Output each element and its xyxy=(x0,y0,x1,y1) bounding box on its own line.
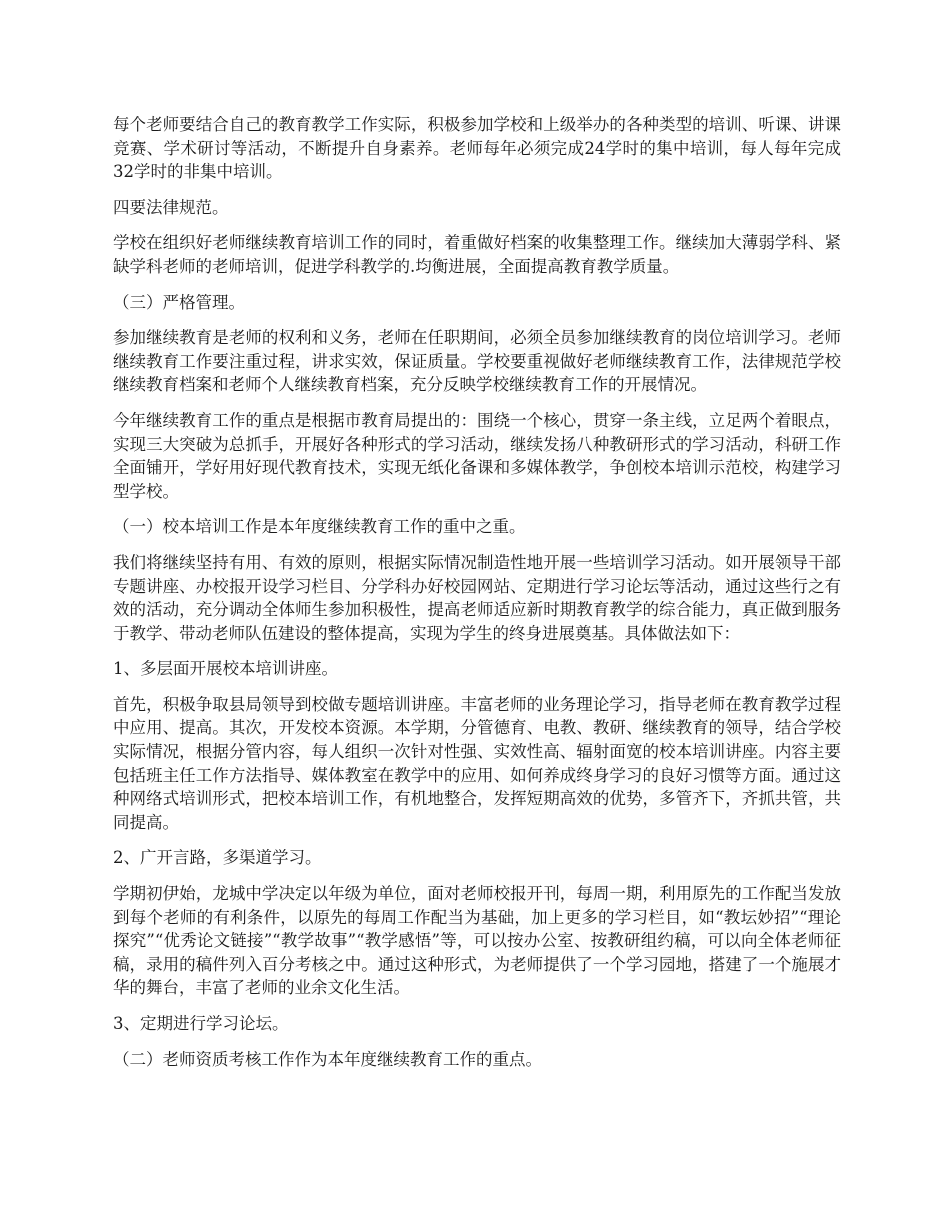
paragraph-annual-focus: 今年继续教育工作的重点是根据市教育局提出的：围绕一个核心，贯穿一条主线，立足两个着眼点，实现三大突破为总抓手，开展好各种形式的学习活动，继续发扬八种教研形式的学习活动，科研工作全面铺开，学好用好现代教育技术，实现无纸化备课和多媒体教学，争创校本培训示范校，构建学习型学校。 xyxy=(113,410,841,501)
heading-multi-channel-learning: 2、广开言路，多渠道学习。 xyxy=(113,848,322,868)
paragraph-school-newspaper: 学期初伊始，龙城中学决定以年级为单位，面对老师校报开刊，每周一期，利用原先的工作配当发放到每个老师的有利条件，以原先的每周工作配当为基础，加上更多的学习栏目，如“教坛妙招”“理论探究”“优秀论文链接”“教学故事”“教学感悟”等，可以按办公室、按教研组约稿，可以向全体老师征稿，录用的稿件列入百分考核之中。通过这种形式，为老师提供了一个学习园地，搭建了一个施展才华的舞台，丰富了老师的业余文化生活。 xyxy=(113,884,841,998)
heading-school-based-training: （一）校本培训工作是本年度继续教育工作的重中之重。 xyxy=(113,517,526,537)
paragraph-rights-and-duties: 参加继续教育是老师的权利和义务，老师在任职期间，必须全员参加继续教育的岗位培训学习。老师继续教育工作要注重过程，讲求实效，保证质量。学校要重视做好老师继续教育工作，法律规范学校继续教育档案和老师个人继续教育档案，充分反映学校继续教育工作的开展情况。 xyxy=(113,328,841,395)
heading-learning-forum: 3、定期进行学习论坛。 xyxy=(113,1014,289,1033)
heading-legal-norms: 四要法律规范。 xyxy=(113,197,229,217)
heading-qualification-assessment: （二）老师资质考核工作作为本年度继续教育工作的重点。 xyxy=(113,1049,542,1069)
paragraph-training-principles: 我们将继续坚持有用、有效的原则，根据实际情况制造性地开展一些培训学习活动。如开展领导干部专题讲座、办校报开设学习栏目、分学科办好校园网站、定期进行学习论坛等活动，通过这些行之有效的活动，充分调动全体师生参加积极性，提高老师适应新时期教育教学的综合能力，真正做到服务于教学、带动老师队伍建设的整体提高，实现为学生的终身进展奠基。具体做法如下： xyxy=(113,552,841,643)
heading-multi-level-lectures: 1、多层面开展校本培训讲座。 xyxy=(113,659,338,679)
heading-strict-management: （三）严格管理。 xyxy=(113,292,245,312)
paragraph-training-requirements: 每个老师要结合自己的教育教学工作实际，积极参加学校和上级举办的各种类型的培训、听课、讲课竞赛、学术研讨等活动，不断提升自身素养。老师每年必须完成24学时的集中培训，每人每年完成32学时的非集中培训。 xyxy=(113,115,841,182)
paragraph-archive-management: 学校在组织好老师继续教育培训工作的同时，着重做好档案的收集整理工作。继续加大薄弱学科、紧缺学科老师的老师培训，促进学科教学的.均衡进展，全面提高教育教学质量。 xyxy=(113,233,841,276)
paragraph-lectures-detail: 首先，积极争取县局领导到校做专题培训讲座。丰富老师的业务理论学习，指导老师在教育教学过程中应用、提高。其次，开发校本资源。本学期，分管德育、电教、教研、继续教育的领导，结合学校实际情况，根据分管内容，每人组织一次针对性强、实效性高、辐射面宽的校本培训讲座。内容主要包括班主任工作方法指导、媒体教室在教学中的应用、如何养成终身学习的良好习惯等方面。通过这种网络式培训形式，把校本培训工作，有机地整合，发挥短期高效的优势，多管齐下，齐抓共管，共同提高。 xyxy=(113,694,841,832)
document-page xyxy=(113,113,841,1083)
